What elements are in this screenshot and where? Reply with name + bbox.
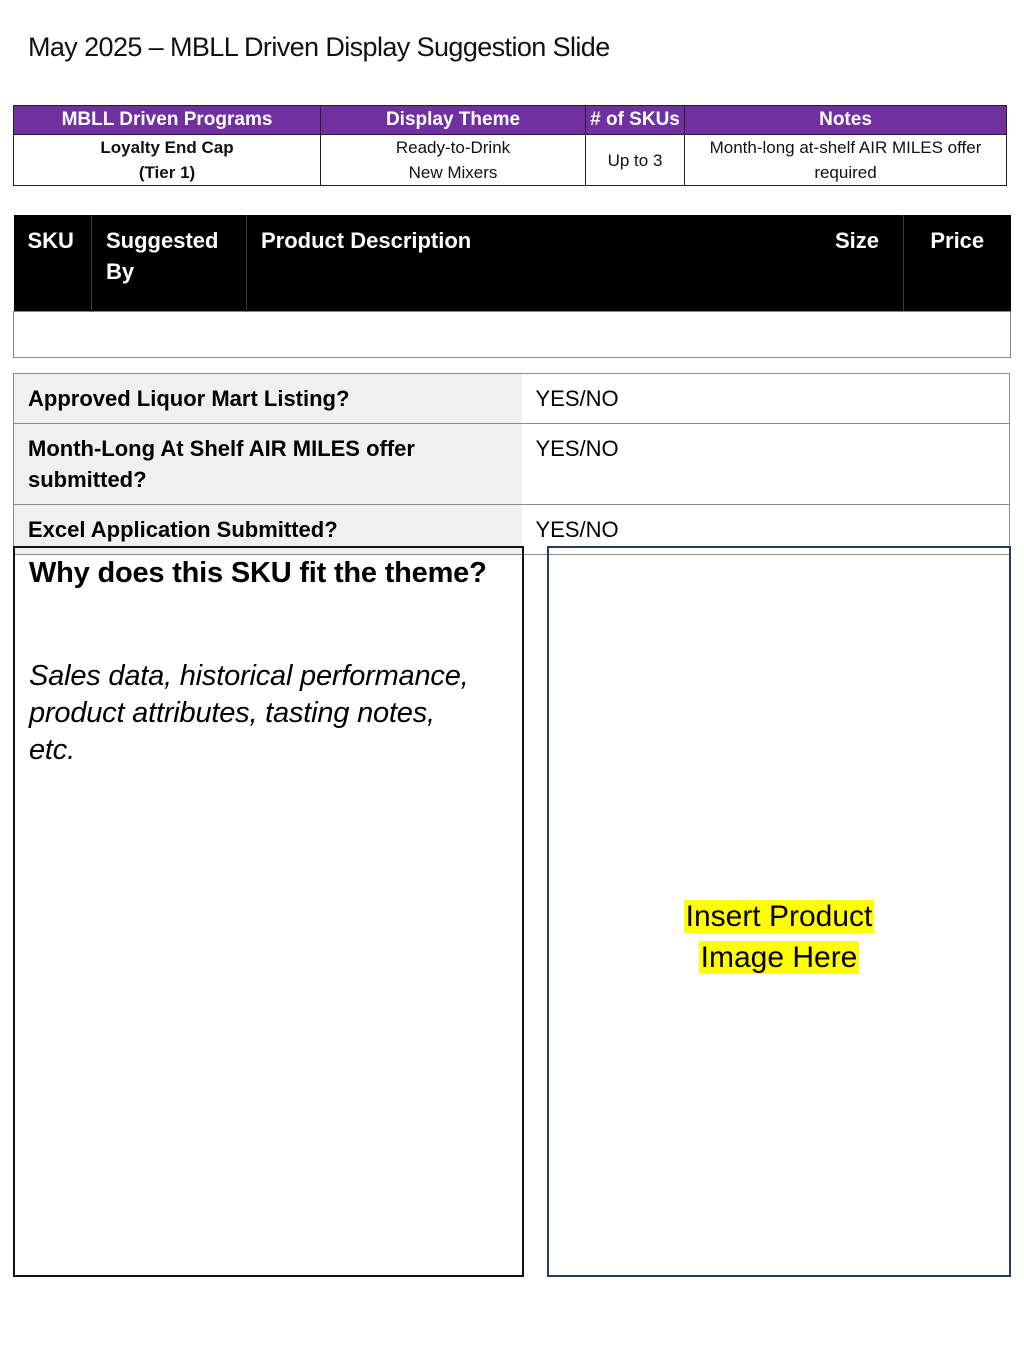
header-sku: SKU [14,215,92,311]
notes-line-2: required [814,163,877,182]
sku-table [13,215,1011,358]
question-listing-text: Approved Liquor Mart Listing? [28,386,350,411]
header-sku-count: # of SKUs [586,106,685,135]
theme-line-1: Ready-to-Drink [395,138,511,157]
program-cell [14,135,321,186]
page-title: May 2025 – MBLL Driven Display Suggestion Slide [28,32,610,62]
answer-air-miles[interactable]: YES/NO [522,424,1010,505]
answer-listing[interactable]: YES/NO [522,374,1010,424]
product-image-placeholder[interactable] [547,546,1011,1277]
header-display-theme: Display Theme [321,106,586,135]
question-air-miles-line-1: Month-Long At Shelf AIR MILES offer [28,436,415,461]
answer-excel[interactable]: YES/NO [522,505,1010,555]
header-size: Size [834,228,879,253]
sku-entry-cell[interactable] [14,311,1011,357]
insert-image-label [549,896,1009,978]
program-tier: (Tier 1) [138,163,196,182]
sku-table-header-row [14,215,1011,311]
theme-cell [321,135,586,186]
checklist-row-air-miles [14,424,1010,505]
sku-entry-row[interactable] [14,311,1011,357]
header-suggested-line-2: By [106,259,135,284]
notes-line-1: Month-long at-shelf AIR MILES offer [709,138,982,157]
header-price: Price [904,215,1011,311]
header-description-size [247,215,904,311]
why-fit-hint [29,658,508,769]
question-air-miles [14,424,522,505]
why-fit-heading: Why does this SKU fit the theme? [29,557,487,589]
theme-line-2: New Mixers [408,163,498,182]
question-excel-text: Excel Application Submitted? [28,517,338,542]
header-product-description: Product Description [261,228,472,253]
sku-count-cell: Up to 3 [586,135,685,186]
why-fit-box[interactable] [13,546,524,1277]
header-suggested-by [92,215,247,311]
header-notes: Notes [685,106,1007,135]
checklist-row-listing [14,374,1010,424]
header-suggested-line-1: Suggested [106,228,219,253]
checklist-table [13,373,1010,555]
question-air-miles-line-2: submitted? [28,467,147,492]
why-fit-hint-line-1: Sales data, historical performance, [29,660,469,692]
program-table [13,105,1007,186]
header-programs: MBLL Driven Programs [14,106,321,135]
question-listing [14,374,522,424]
program-table-row [14,135,1007,186]
why-fit-hint-line-2: product attributes, tasting notes, [29,697,435,729]
notes-cell [685,135,1007,186]
program-name: Loyalty End Cap [100,138,234,157]
insert-image-line-2: Image Here [700,941,858,974]
program-table-header-row [14,106,1007,135]
insert-image-line-1: Insert Product [685,900,873,933]
why-fit-hint-line-3: etc. [29,734,75,766]
